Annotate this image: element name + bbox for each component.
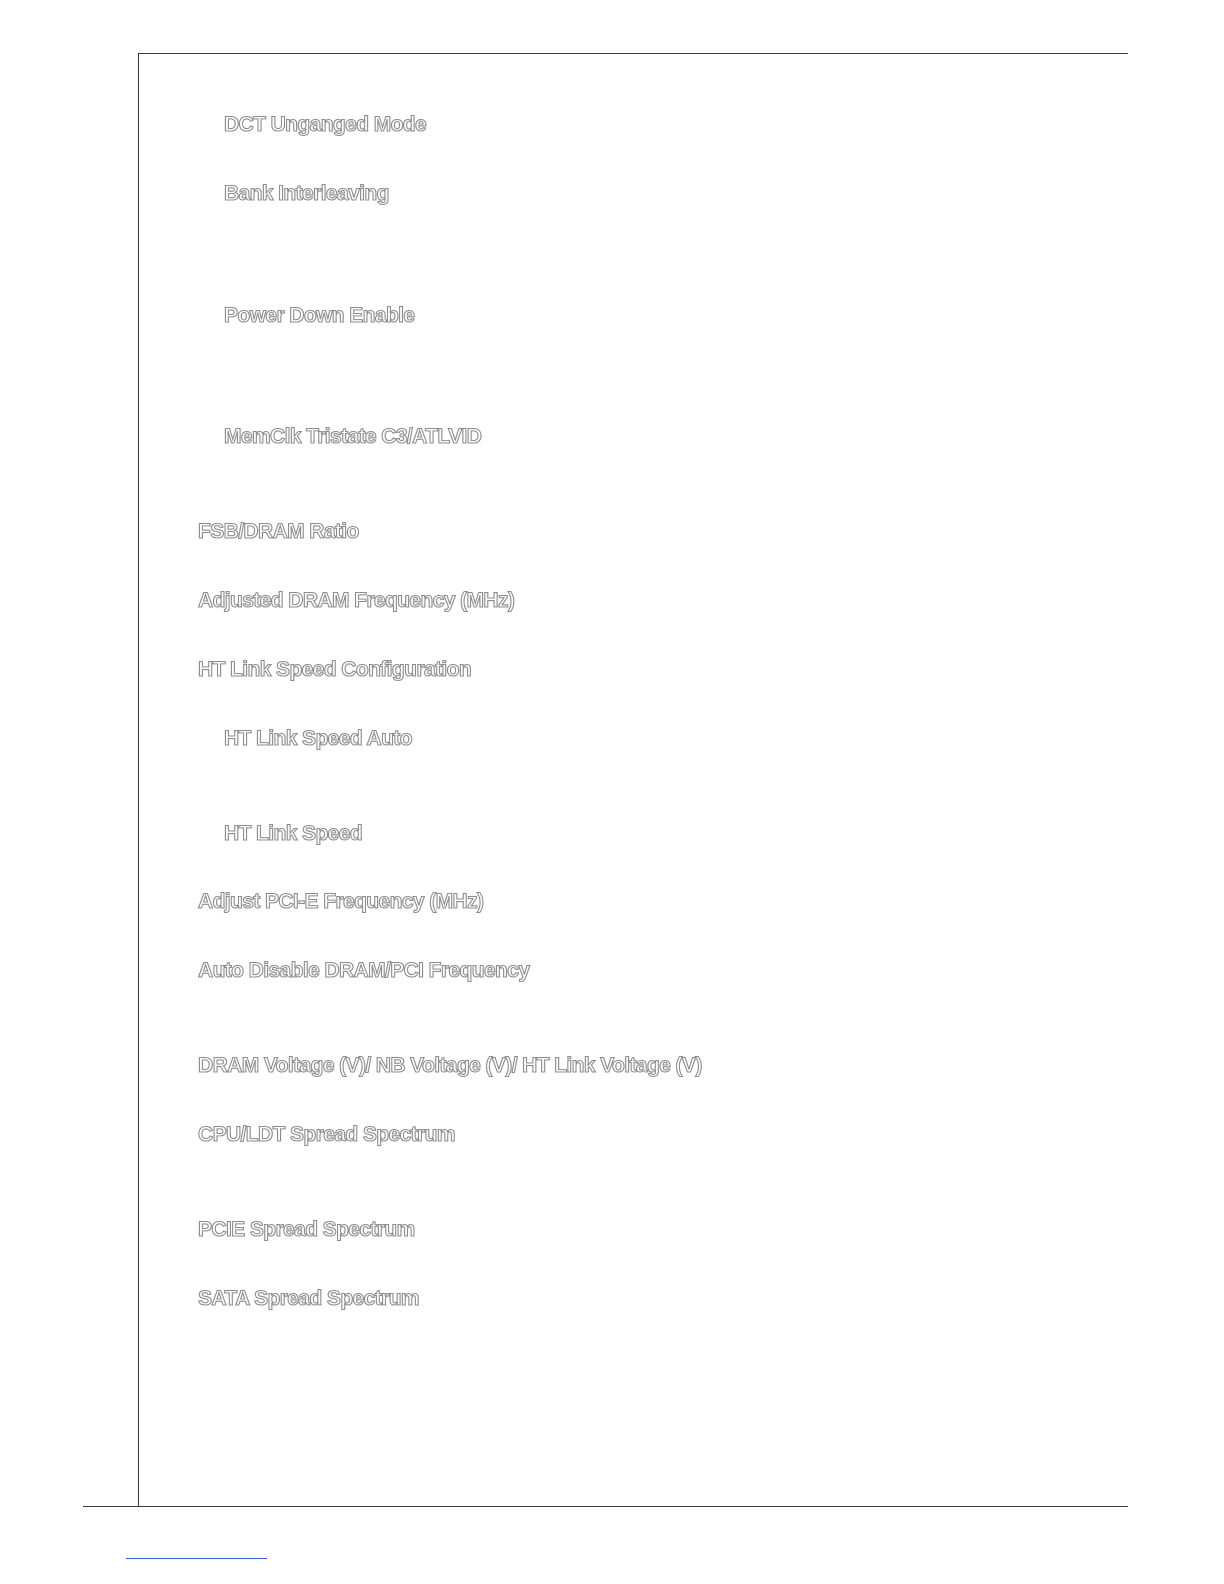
- item-ht-link-speed: HT Link Speed: [224, 822, 363, 845]
- item-dct-unganged-mode: DCT Unganged Mode: [224, 113, 427, 136]
- item-fsb-dram-ratio: FSB/DRAM Ratio: [198, 520, 359, 543]
- item-auto-disable-dram-pci-frequency: Auto Disable DRAM/PCI Frequency: [198, 959, 530, 982]
- item-dram-nb-ht-voltage: DRAM Voltage (V)/ NB Voltage (V)/ HT Link Voltage (V): [198, 1054, 702, 1077]
- item-adjust-pcie-frequency: Adjust PCI-E Frequency (MHz): [198, 890, 484, 913]
- item-pcie-spread-spectrum: PCIE Spread Spectrum: [198, 1218, 415, 1241]
- item-memclk-tristate: MemClk Tristate C3/ATLVID: [224, 425, 482, 448]
- item-adjusted-dram-frequency: Adjusted DRAM Frequency (MHz): [198, 589, 515, 612]
- item-ht-link-speed-configuration: HT Link Speed Configuration: [198, 658, 472, 681]
- item-ht-link-speed-auto: HT Link Speed Auto: [224, 727, 412, 750]
- item-bank-interleaving: Bank Interleaving: [224, 182, 389, 205]
- frame-bottom-rule: [83, 1506, 1128, 1507]
- frame-left-rule: [138, 53, 139, 1507]
- item-cpu-ldt-spread-spectrum: CPU/LDT Spread Spectrum: [198, 1123, 455, 1146]
- item-sata-spread-spectrum: SATA Spread Spectrum: [198, 1287, 419, 1310]
- footer-link-underline: [126, 1558, 267, 1559]
- item-power-down-enable: Power Down Enable: [224, 304, 415, 327]
- frame-top-rule: [138, 53, 1128, 54]
